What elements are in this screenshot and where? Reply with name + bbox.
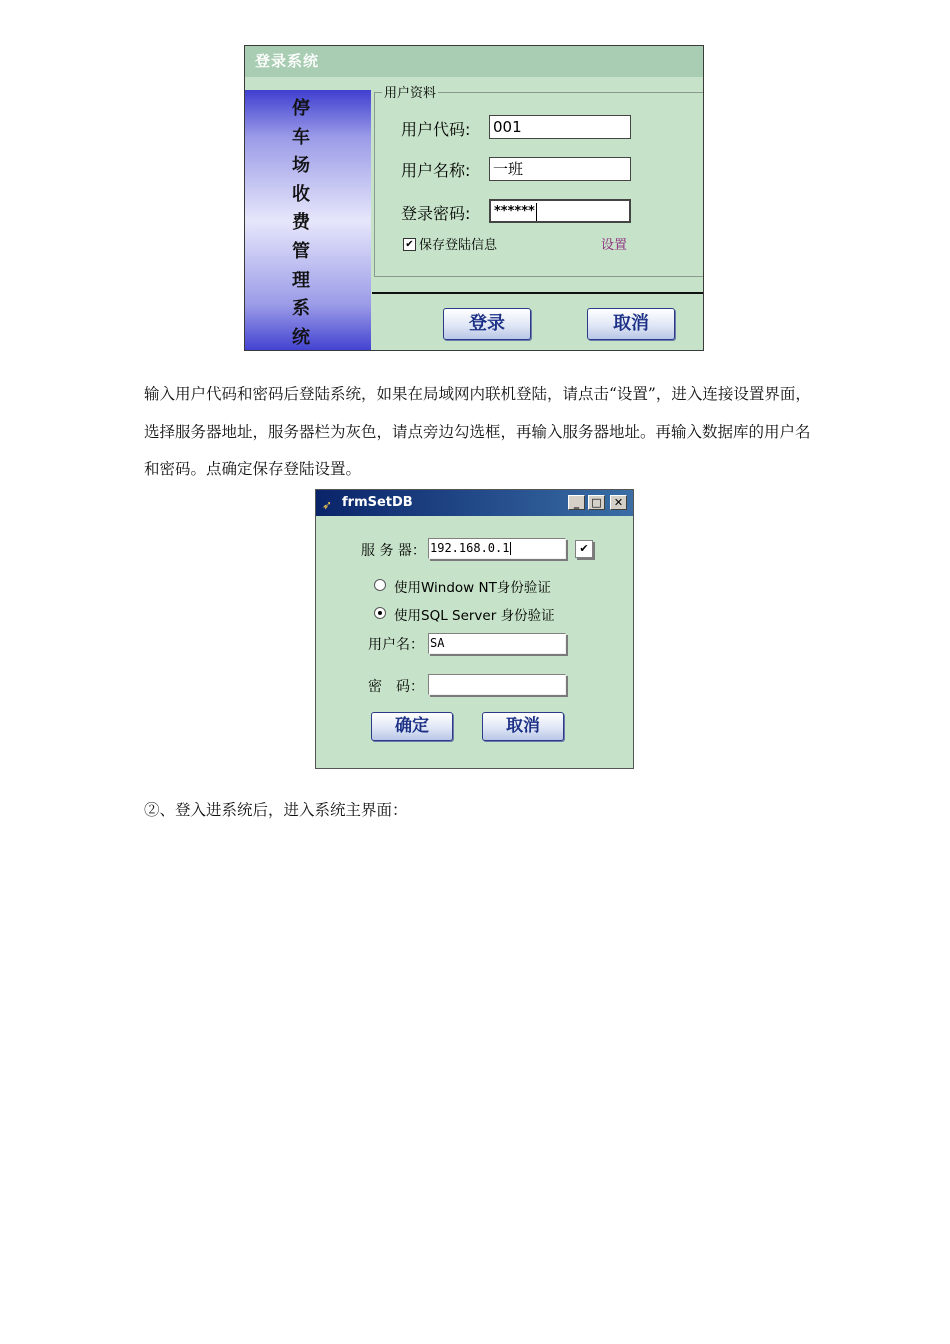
side-char: 系 bbox=[292, 298, 310, 319]
group-label: 用户资料 bbox=[382, 82, 438, 101]
side-char: 车 bbox=[292, 127, 310, 148]
save-login-label: 保存登陆信息 bbox=[419, 238, 498, 253]
dialog-titlebar bbox=[316, 490, 633, 516]
radio-windows-label: 使用Window NT身份验证 bbox=[394, 580, 551, 596]
server-value: 192.168.0.1 bbox=[430, 541, 510, 555]
text-caret bbox=[536, 203, 537, 221]
app-icon: ➶ bbox=[322, 498, 333, 512]
dialog-cancel-button[interactable]: 取消 bbox=[482, 712, 564, 741]
cancel-button[interactable]: 取消 bbox=[587, 308, 675, 340]
radio-sql-label: 使用SQL Server 身份验证 bbox=[394, 608, 555, 624]
radio-selected-dot bbox=[378, 611, 382, 615]
login-button[interactable]: 登录 bbox=[443, 308, 531, 340]
side-char: 费 bbox=[292, 212, 310, 233]
server-label: 服 务 器： bbox=[361, 543, 426, 559]
save-login-checkbox[interactable]: ✔ bbox=[403, 238, 416, 251]
radio-windows-auth[interactable] bbox=[374, 579, 386, 591]
password-label: 登录密码: bbox=[401, 204, 471, 223]
text-caret bbox=[510, 542, 511, 555]
side-char: 管 bbox=[292, 241, 310, 262]
side-char: 场 bbox=[292, 155, 310, 176]
setdb-dialog bbox=[315, 489, 634, 769]
user-name-label: 用户名称: bbox=[401, 161, 471, 180]
server-checkbox[interactable]: ✔ bbox=[575, 540, 593, 558]
close-icon[interactable]: ✕ bbox=[610, 495, 627, 510]
user-code-input[interactable]: 001 bbox=[489, 115, 631, 139]
password-mask: ****** bbox=[494, 204, 535, 219]
side-char: 统 bbox=[292, 327, 310, 348]
login-window bbox=[244, 45, 704, 351]
settings-link[interactable]: 设置 bbox=[601, 238, 628, 253]
divider bbox=[372, 292, 704, 294]
password-input[interactable] bbox=[489, 199, 631, 223]
radio-sql-auth[interactable] bbox=[374, 607, 386, 619]
instruction-paragraph: 输入用户代码和密码后登陆系统，如果在局域网内联机登陆，请点击“设置”，进入连接设置界面，选择服务器地址，服务器栏为灰色，请点旁边勾选框，再输入服务器地址。再输入数据库的用户名和密码。点确定保存登陆设置。 bbox=[144, 385, 811, 478]
ok-button[interactable]: 确定 bbox=[371, 712, 453, 741]
db-password-label: 密 码： bbox=[368, 679, 424, 695]
username-label: 用户名： bbox=[368, 637, 424, 653]
db-password-input[interactable] bbox=[428, 674, 566, 695]
user-name-input[interactable]: 一班 bbox=[489, 157, 631, 181]
username-input[interactable]: SA bbox=[428, 633, 566, 654]
login-title: 登录系统 bbox=[245, 46, 703, 77]
side-char: 理 bbox=[292, 270, 310, 291]
side-char: 收 bbox=[292, 184, 310, 205]
login-side-banner bbox=[245, 90, 371, 351]
dialog-title: frmSetDB bbox=[342, 495, 413, 510]
server-input[interactable] bbox=[428, 538, 566, 559]
user-code-label: 用户代码: bbox=[401, 120, 471, 139]
side-char: 停 bbox=[292, 98, 310, 119]
section-note: ②、登入进系统后，进入系统主界面： bbox=[144, 801, 408, 819]
minimize-icon[interactable]: _ bbox=[568, 495, 585, 510]
maximize-icon[interactable]: □ bbox=[588, 495, 605, 510]
